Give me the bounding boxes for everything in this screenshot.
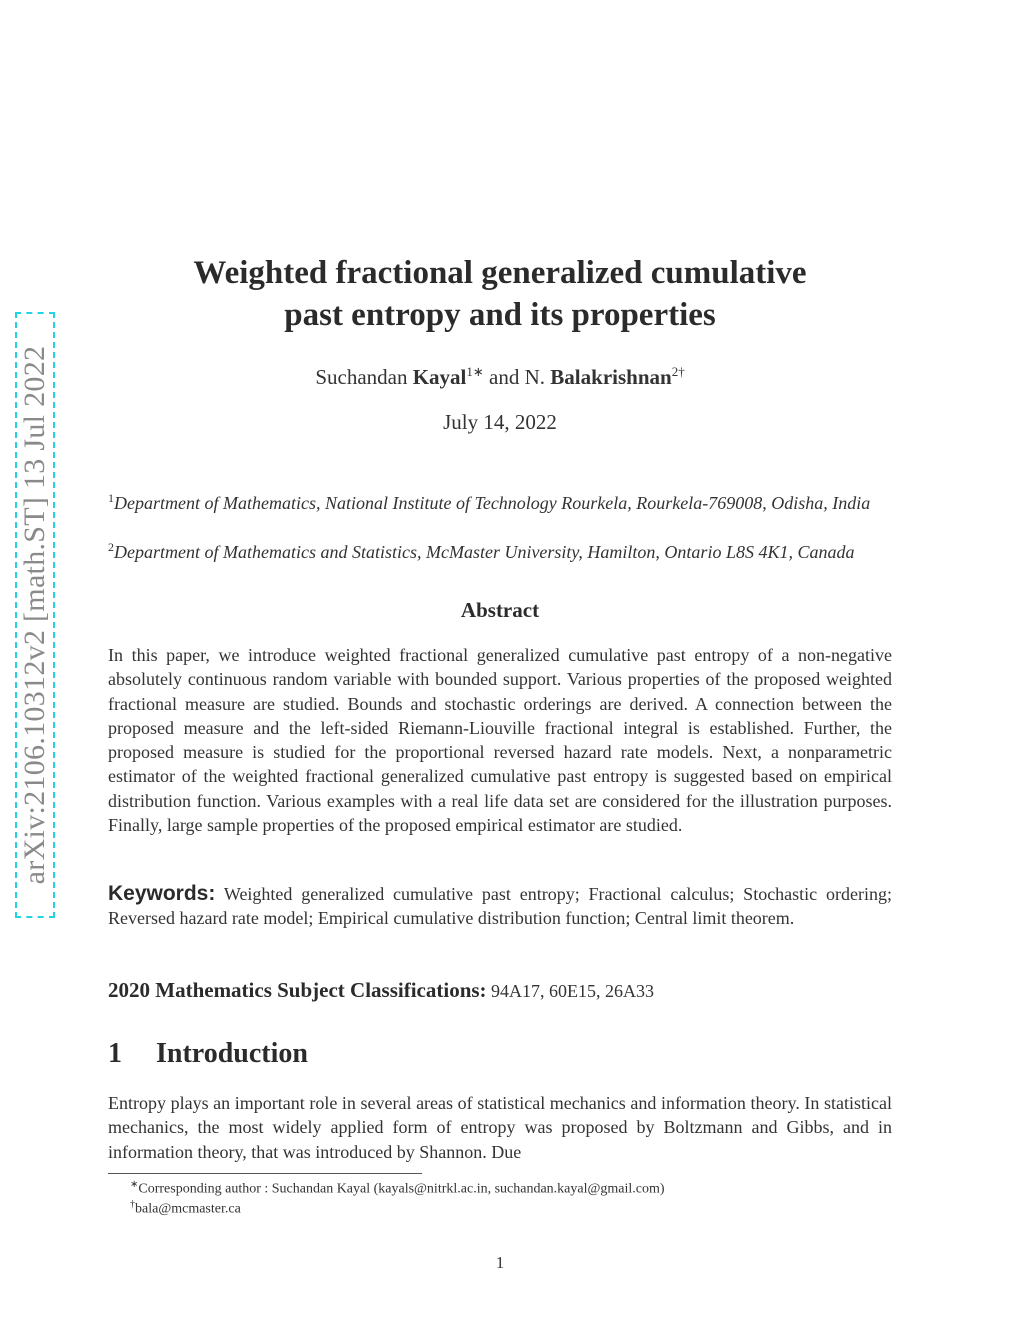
paper-title xyxy=(0,252,1000,336)
footnote-2-text: bala@mcmaster.ca xyxy=(135,1201,241,1217)
author-conjunction: and N. xyxy=(489,365,546,389)
title-line-1: Weighted fractional generalized cumulative xyxy=(193,255,807,291)
arxiv-stamp-text: arXiv:2106.10312v2 [math.ST] 13 Jul 2022 xyxy=(18,345,51,885)
msc-label: 2020 Mathematics Subject Classifications: xyxy=(108,978,487,1002)
affiliation-1-mark: 1 xyxy=(108,491,114,505)
intro-paragraph: Entropy plays an important role in several areas of statistical mechanics and information theory. In statistical mechanics, the most widely applied form of entropy was proposed by Boltzmann and Gibbs, and in information theory, that was introduced by Shannon. Due xyxy=(108,1093,892,1162)
section-title: Introduction xyxy=(156,1038,308,1069)
affiliation-2-mark: 2 xyxy=(108,540,114,554)
author-1-first: Suchandan xyxy=(315,365,408,389)
affiliation-1-text: Department of Mathematics, National Institute of Technology Rourkela, Rourkela-769008, Odisha, India xyxy=(114,493,871,513)
keywords xyxy=(108,882,892,931)
title-line-2: past entropy and its properties xyxy=(284,297,716,333)
author-1-last: Kayal xyxy=(412,365,467,389)
section-number: 1 xyxy=(108,1038,122,1069)
page-number: 1 xyxy=(495,1253,505,1272)
author-2-last: Balakrishnan xyxy=(550,365,672,389)
abstract-body: In this paper, we introduce weighted fractional generalized cumulative past entropy of a non-negative absolutely continuous random variable with bounded support. Various properties of the proposed weighted fractional measure are studied. Bounds and stochastic orderings are derived. A connection between the proposed measure and the left-sided Riemann-Liouville fractional integral is established. Further, the proposed measure is studied for the proportional reversed hazard rate models. Next, a nonparametric estimator of the weighted fractional generalized cumulative past entropy is suggested based on empirical distribution function. Various examples with a real life data set are considered for the illustration purposes. Finally, large sample properties of the proposed empirical estimator are studied. xyxy=(108,645,892,836)
footnote-1-text: Corresponding author : Suchandan Kayal (kayals@nitrkl.ac.in, suchandan.kayal@gmail.com) xyxy=(138,1181,665,1197)
abstract-heading: Abstract xyxy=(460,598,540,622)
paper-date: July 14, 2022 xyxy=(443,410,557,434)
section-heading xyxy=(108,1038,308,1070)
footnote-1 xyxy=(130,1179,665,1198)
footnote-2 xyxy=(130,1199,241,1218)
msc-codes: 94A17, 60E15, 26A33 xyxy=(491,981,655,1001)
affiliation-1 xyxy=(108,486,898,515)
author-1-mark: 1∗ xyxy=(466,364,484,379)
footnote-1-mark: ∗ xyxy=(130,1179,139,1190)
msc-classifications xyxy=(108,978,654,1003)
affiliation-2 xyxy=(108,535,898,564)
affiliation-2-text: Department of Mathematics and Statistics, McMaster University, Hamilton, Ontario L8S 4K1, Canada xyxy=(114,542,855,562)
footnote-2-mark: † xyxy=(130,1199,135,1210)
author-line xyxy=(0,364,1000,390)
footnote-rule xyxy=(108,1173,422,1174)
author-2-mark: 2† xyxy=(671,364,685,379)
keywords-label: Keywords: xyxy=(108,882,216,905)
keywords-text: Weighted generalized cumulative past entropy; Fractional calculus; Stochastic ordering; Reversed hazard rate model; Empirical cumulative distribution function; Central limit theorem. xyxy=(108,884,892,929)
